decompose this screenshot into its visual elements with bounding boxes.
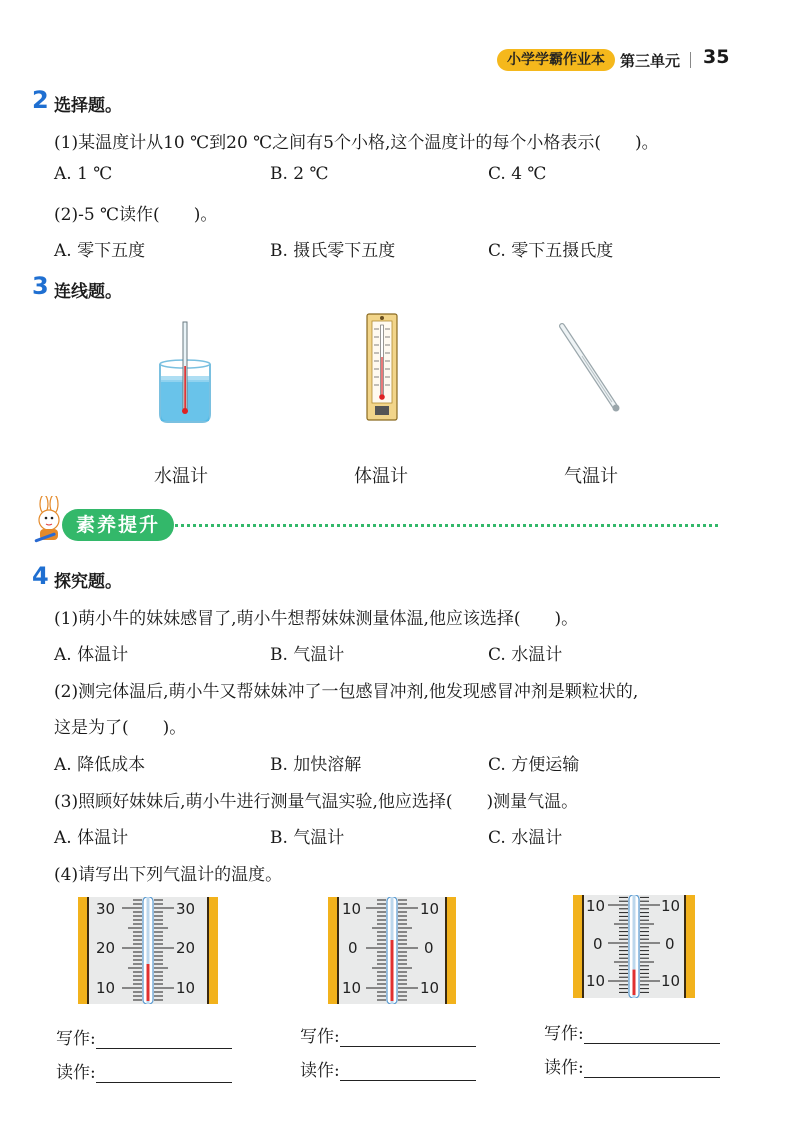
- q4-sub3-option-b: B. 气温计: [270, 828, 345, 848]
- write-answer-2[interactable]: [300, 1022, 476, 1047]
- thermometer-3-liquid: [633, 970, 636, 995]
- q4-sub2-stem-line2: 这是为了( )。: [54, 718, 187, 738]
- thermometer-1-tick-label: 30: [176, 900, 196, 918]
- thermometer-2-tick-label: 10: [420, 979, 440, 997]
- question-4-number: 4: [32, 562, 49, 590]
- thermometer-3-tick-label: 10: [661, 897, 681, 915]
- thermometer-1-tick-label: 20: [96, 939, 116, 957]
- banner-dotted-divider: [170, 524, 718, 527]
- q4-sub2-option-a: A. 降低成本: [54, 755, 146, 775]
- thermometer-2-tick-label: 10: [420, 900, 440, 918]
- thermometer-2-tick-label: 0: [348, 939, 358, 957]
- q4-sub1-option-b: B. 气温计: [270, 645, 345, 665]
- q4-sub3-option-a: A. 体温计: [54, 828, 129, 848]
- thermometer-2-tick-label: 10: [342, 900, 362, 918]
- question-4-title: 探究题。: [54, 572, 122, 592]
- q4-sub4-stem: (4)请写出下列气温计的温度。: [54, 865, 283, 885]
- answer-blank[interactable]: [340, 1062, 476, 1081]
- thermometer-3-tick-label: 0: [593, 935, 603, 953]
- q2-sub1-option-b: B. 2 ℃: [270, 164, 329, 184]
- q4-sub1-option-c: C. 水温计: [488, 645, 563, 665]
- q2-sub2-option-a: A. 零下五度: [54, 241, 146, 261]
- q4-sub1-stem: (1)萌小牛的妹妹感冒了,萌小牛想帮妹妹测量体温,他应该选择( )。: [54, 609, 579, 629]
- section-banner-literacy: 素养提升: [62, 509, 174, 541]
- thermometer-2-liquid: [391, 940, 394, 1001]
- question-3-title: 连线题。: [54, 282, 122, 302]
- read-answer-3[interactable]: [544, 1053, 720, 1078]
- q4-sub2-stem-line1: (2)测完体温后,萌小牛又帮妹妹冲了一包感冒冲剂,他发现感冒冲剂是颗粒状的,: [54, 682, 639, 702]
- unit-label: 第三单元: [620, 52, 681, 70]
- write-answer-3[interactable]: [544, 1019, 720, 1044]
- thermometer-1-liquid: [147, 964, 150, 1001]
- thermometer-1-tick-label: 20: [176, 939, 196, 957]
- scale-thermometer-2: [328, 897, 456, 1004]
- read-label: 读作:: [300, 1061, 340, 1081]
- thermometer-3-tick-label: 10: [586, 972, 606, 990]
- thermometer-1-tick-label: 10: [176, 979, 196, 997]
- read-answer-1[interactable]: [56, 1058, 232, 1083]
- q4-sub2-option-b: B. 加快溶解: [270, 755, 362, 775]
- question-3-number: 3: [32, 272, 49, 300]
- thermometer-3-tick-label: 10: [586, 897, 606, 915]
- page-number: 35: [703, 46, 730, 68]
- answer-blank[interactable]: [96, 1064, 232, 1083]
- label-air-thermometer: 气温计: [564, 466, 618, 487]
- thermometer-1-tick-label: 10: [96, 979, 116, 997]
- question-2-number: 2: [32, 86, 49, 114]
- q2-sub1-option-a: A. 1 ℃: [54, 164, 113, 184]
- write-label: 写作:: [544, 1024, 584, 1044]
- water-thermometer-picture: [150, 318, 220, 426]
- scale-thermometer-3: [573, 895, 695, 998]
- answer-blank[interactable]: [584, 1059, 720, 1078]
- write-answer-1[interactable]: [56, 1024, 232, 1049]
- q2-sub2-option-b: B. 摄氏零下五度: [270, 241, 396, 261]
- question-2-title: 选择题。: [54, 96, 122, 116]
- q4-sub1-option-a: A. 体温计: [54, 645, 129, 665]
- read-label: 读作:: [56, 1063, 96, 1083]
- q2-sub2-option-c: C. 零下五摄氏度: [488, 241, 614, 261]
- read-answer-2[interactable]: [300, 1056, 476, 1081]
- thermometer-3-tick-label: 10: [661, 972, 681, 990]
- q2-sub1-stem: (1)某温度计从10 ℃到20 ℃之间有5个小格,这个温度计的每个小格表示( )。: [54, 133, 659, 153]
- air-thermometer-picture: [366, 313, 398, 421]
- write-label: 写作:: [56, 1029, 96, 1049]
- answer-blank[interactable]: [584, 1025, 720, 1044]
- q4-sub3-stem: (3)照顾好妹妹后,萌小牛进行测量气温实验,他应选择( )测量气温。: [54, 792, 579, 812]
- write-label: 写作:: [300, 1027, 340, 1047]
- thermometer-3-tick-label: 0: [665, 935, 675, 953]
- book-title-badge: 小学学霸作业本: [497, 49, 615, 71]
- label-water-thermometer: 水温计: [154, 466, 208, 487]
- header-divider: [690, 52, 691, 68]
- q4-sub2-option-c: C. 方便运输: [488, 755, 580, 775]
- label-body-thermometer: 体温计: [354, 466, 408, 487]
- answer-blank[interactable]: [340, 1028, 476, 1047]
- thermometer-2-tick-label: 10: [342, 979, 362, 997]
- thermometer-2-tick-label: 0: [424, 939, 434, 957]
- answer-blank[interactable]: [96, 1030, 232, 1049]
- q2-sub2-stem: (2)-5 ℃读作( )。: [54, 205, 218, 225]
- q2-sub1-option-c: C. 4 ℃: [488, 164, 547, 184]
- thermometer-1-tick-label: 30: [96, 900, 116, 918]
- read-label: 读作:: [544, 1058, 584, 1078]
- body-thermometer-picture: [556, 322, 622, 414]
- q4-sub3-option-c: C. 水温计: [488, 828, 563, 848]
- scale-thermometer-1: [78, 897, 218, 1004]
